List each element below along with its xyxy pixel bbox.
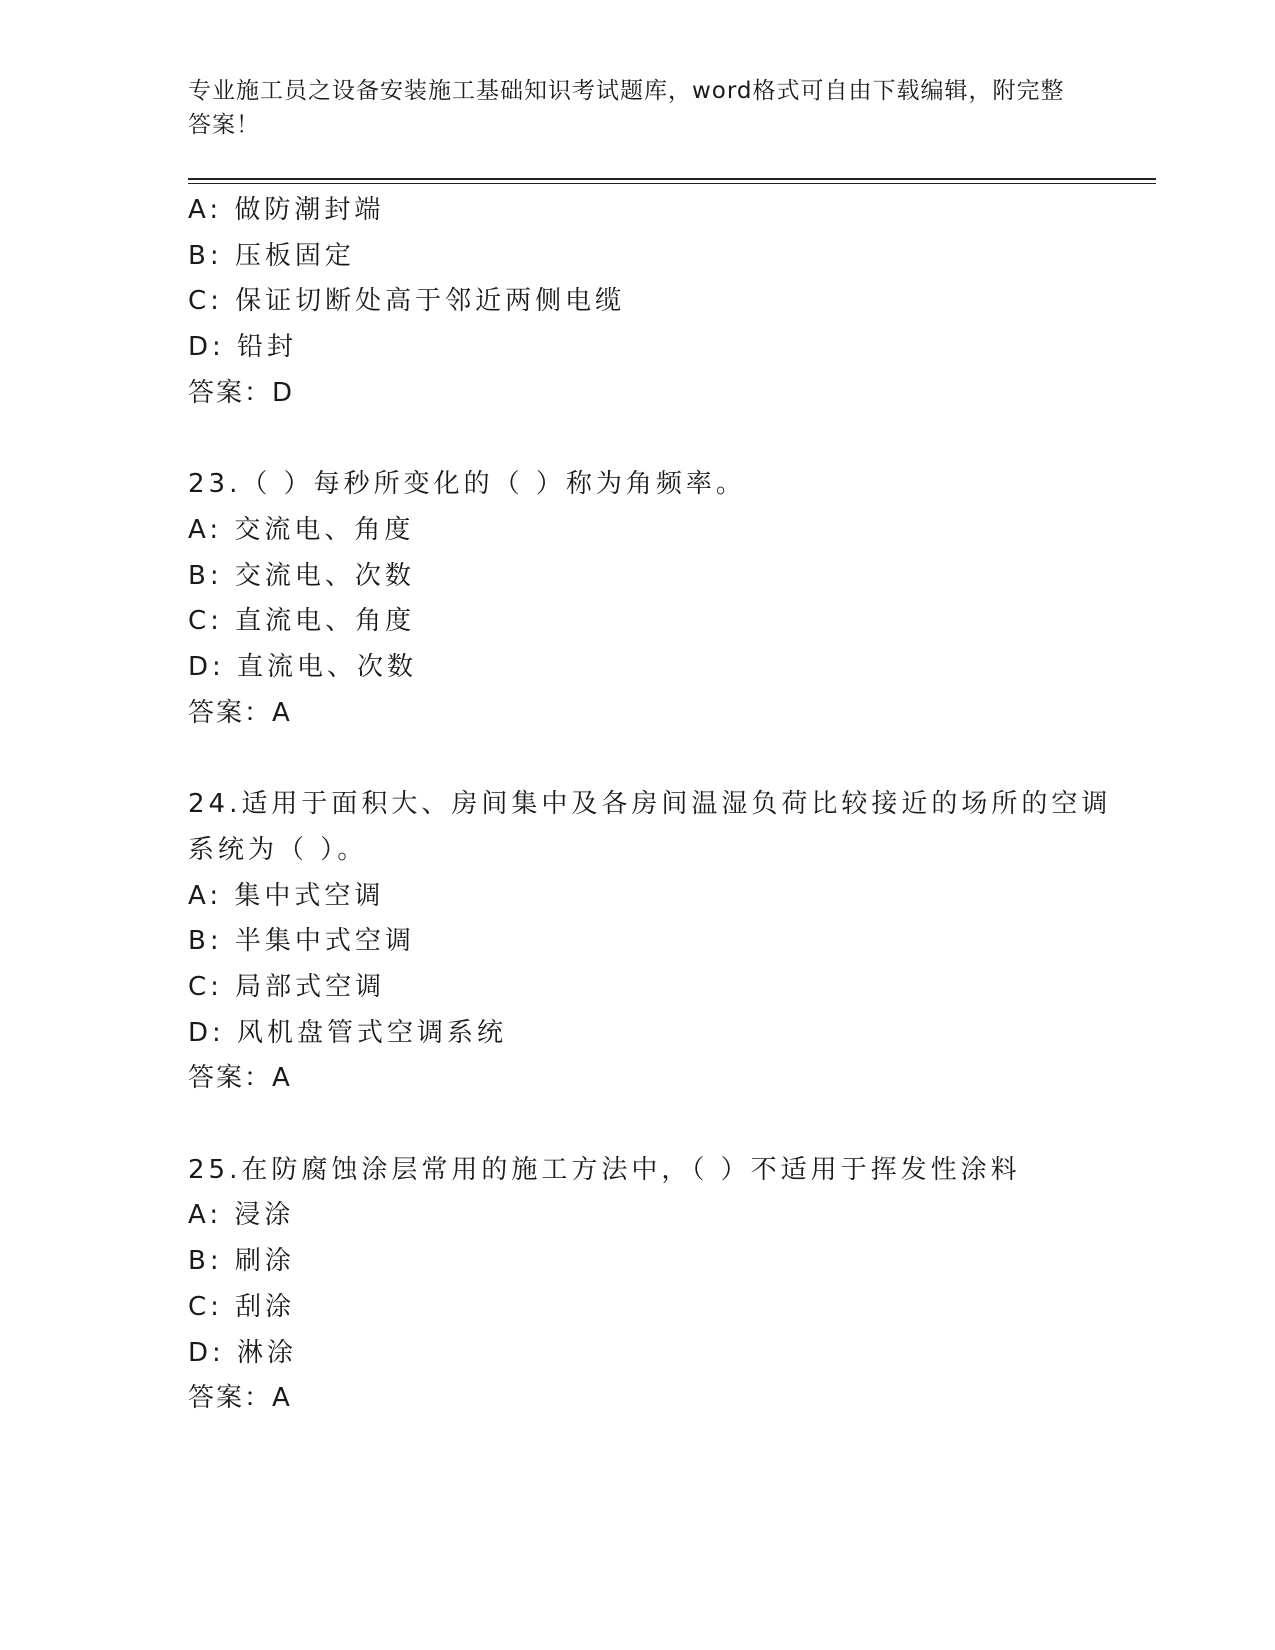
question-24	[188, 782, 1148, 1102]
header-divider-thin	[188, 183, 1156, 184]
option-c: C: 直流电、角度	[188, 606, 416, 637]
question-22-continued	[188, 188, 1148, 417]
option-a: A: 集中式空调	[188, 880, 385, 911]
spacer	[188, 417, 1148, 463]
question-stem: 25.在防腐蚀涂层常用的施工方法中，（ ）不适用于挥发性涂料	[188, 1154, 1021, 1185]
option-b: B: 半集中式空调	[188, 926, 415, 957]
option-b: B: 交流电、次数	[188, 560, 415, 591]
option-d: D: 风机盘管式空调系统	[188, 1017, 508, 1048]
answer: 答案：A	[188, 697, 292, 728]
question-list	[188, 188, 1148, 1422]
answer: 答案：D	[188, 377, 295, 408]
answer: 答案：A	[188, 1383, 292, 1414]
option-b: B: 压板固定	[188, 240, 355, 271]
option-d: D: 淋涂	[188, 1337, 298, 1368]
option-d: D: 直流电、次数	[188, 652, 418, 683]
answer: 答案：A	[188, 1063, 292, 1094]
question-stem: 23.（ ）每秒所变化的（ ）称为角频率。	[188, 469, 746, 500]
header-divider-thick	[188, 178, 1156, 180]
option-a: A: 交流电、角度	[188, 514, 415, 545]
spacer	[188, 736, 1148, 782]
option-c: C: 保证切断处高于邻近两侧电缆	[188, 286, 626, 317]
option-c: C: 刮涂	[188, 1291, 296, 1322]
document-header: 专业施工员之设备安装施工基础知识考试题库，word格式可自由下载编辑，附完整答案！	[188, 78, 1065, 138]
question-23	[188, 462, 1148, 736]
option-b: B: 刷涂	[188, 1246, 295, 1277]
option-a: A: 浸涂	[188, 1200, 295, 1231]
question-stem: 24.适用于面积大、房间集中及各房间温湿负荷比较接近的场所的空调	[188, 789, 1112, 820]
option-a: A: 做防潮封端	[188, 195, 385, 225]
option-d: D: 铅封	[188, 332, 298, 363]
question-25	[188, 1148, 1148, 1422]
option-c: C: 局部式空调	[188, 971, 386, 1002]
question-stem-continued: 系统为（ ）。	[188, 834, 368, 865]
spacer	[188, 1102, 1148, 1148]
